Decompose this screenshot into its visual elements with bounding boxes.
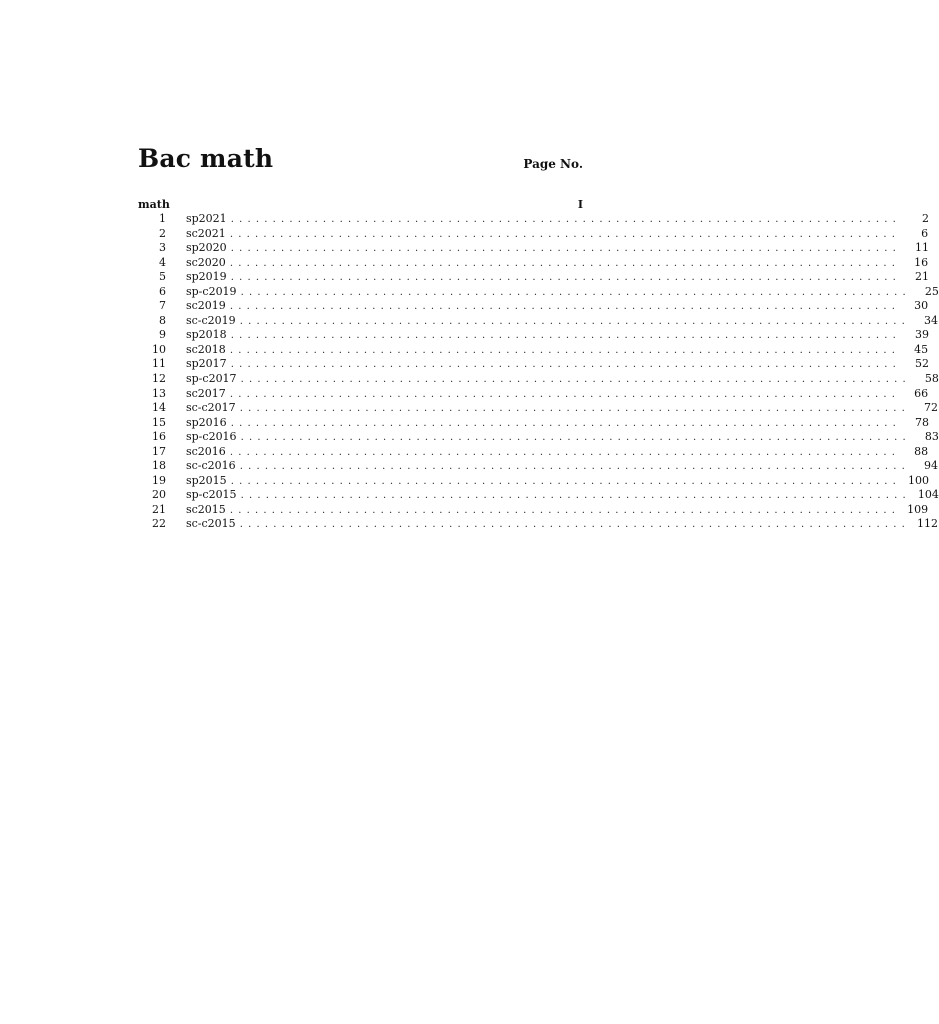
toc-entry-title: sc2019 bbox=[186, 299, 230, 314]
toc-entry-number: 11 bbox=[152, 357, 166, 371]
toc-entry-number: 8 bbox=[159, 313, 166, 327]
toc-entry-title: sc2015 bbox=[186, 503, 230, 518]
toc-entry-page-number: 83 bbox=[924, 430, 939, 444]
toc-entry-title: sp2019 bbox=[186, 270, 231, 285]
toc-entry-number: 10 bbox=[152, 342, 166, 356]
toc-entry-number: 1 bbox=[159, 212, 166, 225]
toc-leader-dots: ................................................................................ bbox=[230, 417, 901, 429]
toc-entry[interactable] bbox=[138, 226, 929, 242]
toc-entry-title: sc2016 bbox=[186, 445, 230, 460]
toc-entry[interactable] bbox=[138, 212, 929, 227]
toc-entry-title: sp-c2015 bbox=[186, 488, 241, 503]
toc-entry-page-number: 45 bbox=[914, 342, 929, 356]
toc-entry[interactable] bbox=[138, 313, 938, 329]
toc-leader-dots: ................................................................................ bbox=[239, 519, 910, 531]
section-label: math bbox=[138, 198, 170, 211]
toc-entry-page-number: 94 bbox=[923, 459, 938, 473]
toc-entry[interactable] bbox=[138, 488, 939, 503]
toc-entry-page-number: 2 bbox=[921, 212, 929, 225]
toc-entry-title: sp-c2017 bbox=[186, 372, 241, 387]
toc-leader-dots: ................................................................................ bbox=[240, 490, 911, 502]
toc-entry-number: 22 bbox=[152, 517, 166, 531]
toc-entry[interactable] bbox=[138, 328, 929, 343]
toc-entry[interactable] bbox=[138, 459, 938, 474]
toc-entry[interactable] bbox=[138, 270, 929, 285]
toc-leader-dots: ................................................................................ bbox=[230, 272, 901, 284]
toc-entry-title: sp-c2019 bbox=[186, 285, 241, 300]
toc-entry-page-number: 11 bbox=[914, 241, 929, 255]
toc-leader-dots: ................................................................................ bbox=[230, 330, 901, 342]
toc-entry-page-number: 66 bbox=[914, 386, 929, 400]
toc-entry[interactable] bbox=[138, 415, 929, 431]
toc-entry-title: sp2021 bbox=[186, 212, 231, 227]
toc-leader-dots: ................................................................................ bbox=[230, 359, 901, 371]
toc-entry-title: sp2020 bbox=[186, 241, 231, 256]
table-of-contents bbox=[138, 144, 939, 532]
toc-entry-page-number: 34 bbox=[923, 313, 938, 327]
toc-entry-number: 7 bbox=[159, 299, 166, 313]
toc-entry-page-number: 30 bbox=[914, 299, 929, 313]
toc-leader-dots: ................................................................................ bbox=[229, 504, 901, 516]
toc-entry-number: 2 bbox=[159, 226, 166, 240]
toc-entry[interactable] bbox=[138, 284, 939, 300]
toc-entry-title: sc2017 bbox=[186, 387, 230, 402]
toc-entry[interactable] bbox=[138, 255, 929, 271]
toc-leader-dots: ................................................................................ bbox=[240, 432, 911, 444]
toc-entry-number: 19 bbox=[152, 473, 166, 487]
toc-entry-number: 14 bbox=[152, 401, 166, 415]
section-page-number: I bbox=[577, 198, 583, 211]
toc-leader-dots: ................................................................................ bbox=[229, 446, 901, 458]
toc-entry[interactable] bbox=[138, 517, 938, 532]
toc-entry-number: 6 bbox=[159, 284, 166, 298]
toc-entries bbox=[138, 212, 939, 532]
toc-entry-page-number: 100 bbox=[907, 473, 929, 487]
toc-entry-number: 4 bbox=[159, 255, 166, 269]
toc-entry-number: 18 bbox=[152, 459, 166, 473]
toc-entry-page-number: 78 bbox=[914, 415, 929, 429]
toc-entry-page-number: 72 bbox=[923, 401, 938, 415]
toc-entry[interactable] bbox=[138, 444, 929, 460]
toc-entry-number: 3 bbox=[159, 241, 166, 255]
toc-entry[interactable] bbox=[138, 372, 939, 387]
toc-entry[interactable] bbox=[138, 430, 939, 445]
toc-entry[interactable] bbox=[138, 241, 929, 256]
toc-entry-title: sc-c2017 bbox=[186, 401, 240, 416]
toc-leader-dots: ................................................................................ bbox=[229, 257, 901, 269]
toc-entry-number: 17 bbox=[152, 444, 166, 458]
toc-leader-dots: ................................................................................ bbox=[240, 286, 911, 298]
toc-entry-title: sp2018 bbox=[186, 328, 231, 343]
toc-entry-title: sp2017 bbox=[186, 357, 231, 372]
toc-section-row[interactable] bbox=[138, 198, 583, 212]
toc-entry-number: 5 bbox=[159, 270, 166, 284]
toc-entry[interactable] bbox=[138, 401, 938, 416]
toc-entry-number: 16 bbox=[152, 430, 166, 444]
toc-entry-title: sc2020 bbox=[186, 256, 230, 271]
toc-entry-page-number: 88 bbox=[914, 444, 929, 458]
toc-leader-dots: ................................................................................ bbox=[239, 315, 910, 327]
toc-entry-number: 13 bbox=[152, 386, 166, 400]
toc-leader-dots: ................................................................................ bbox=[240, 374, 911, 386]
toc-title: Bac math bbox=[138, 144, 274, 173]
toc-entry[interactable] bbox=[138, 357, 929, 372]
toc-entry-page-number: 16 bbox=[914, 255, 929, 269]
toc-entry-page-number: 39 bbox=[914, 328, 929, 342]
toc-leader-dots: ................................................................................ bbox=[229, 228, 901, 240]
toc-entry-number: 9 bbox=[159, 328, 166, 342]
toc-entry-page-number: 25 bbox=[924, 284, 939, 298]
toc-entry[interactable] bbox=[138, 299, 929, 314]
toc-entry-number: 20 bbox=[152, 488, 166, 502]
toc-leader-dots: ................................................................................ bbox=[229, 388, 901, 400]
toc-entry[interactable] bbox=[138, 386, 929, 402]
toc-leader-dots: ................................................................................ bbox=[230, 475, 901, 487]
toc-entry-title: sc-c2016 bbox=[186, 459, 240, 474]
toc-entry-page-number: 6 bbox=[921, 226, 929, 240]
toc-entry-title: sc-c2019 bbox=[186, 314, 240, 329]
toc-entry-page-number: 52 bbox=[914, 357, 929, 371]
toc-entry-page-number: 109 bbox=[907, 502, 929, 516]
toc-entry-number: 12 bbox=[152, 372, 166, 386]
toc-leader-dots: ................................................................................ bbox=[229, 344, 901, 356]
toc-leader-dots: ................................................................................ bbox=[230, 214, 901, 225]
page-no-label: Page No. bbox=[523, 157, 583, 171]
toc-entry-page-number: 112 bbox=[916, 517, 938, 531]
toc-entry-number: 21 bbox=[152, 502, 166, 516]
toc-entry-title: sc2021 bbox=[186, 227, 230, 242]
toc-entry-number: 15 bbox=[152, 415, 166, 429]
toc-entry-page-number: 104 bbox=[917, 488, 939, 502]
toc-entry-title: sc-c2015 bbox=[186, 517, 240, 532]
toc-entry[interactable] bbox=[138, 342, 929, 358]
toc-leader-dots: ................................................................................ bbox=[239, 461, 910, 473]
toc-entry[interactable] bbox=[138, 473, 929, 489]
toc-leader-dots: ................................................................................ bbox=[229, 301, 901, 313]
toc-entry-title: sp2015 bbox=[186, 474, 231, 489]
toc-entry-title: sp2016 bbox=[186, 416, 231, 431]
toc-leader-dots: ................................................................................ bbox=[230, 243, 901, 255]
toc-entry-title: sc2018 bbox=[186, 343, 230, 358]
toc-leader-dots: ................................................................................ bbox=[239, 403, 910, 415]
toc-entry-page-number: 21 bbox=[914, 270, 929, 284]
toc-entry-page-number: 58 bbox=[924, 372, 939, 386]
toc-header bbox=[138, 144, 583, 182]
toc-entry-title: sp-c2016 bbox=[186, 430, 241, 445]
toc-entry[interactable] bbox=[138, 502, 929, 518]
